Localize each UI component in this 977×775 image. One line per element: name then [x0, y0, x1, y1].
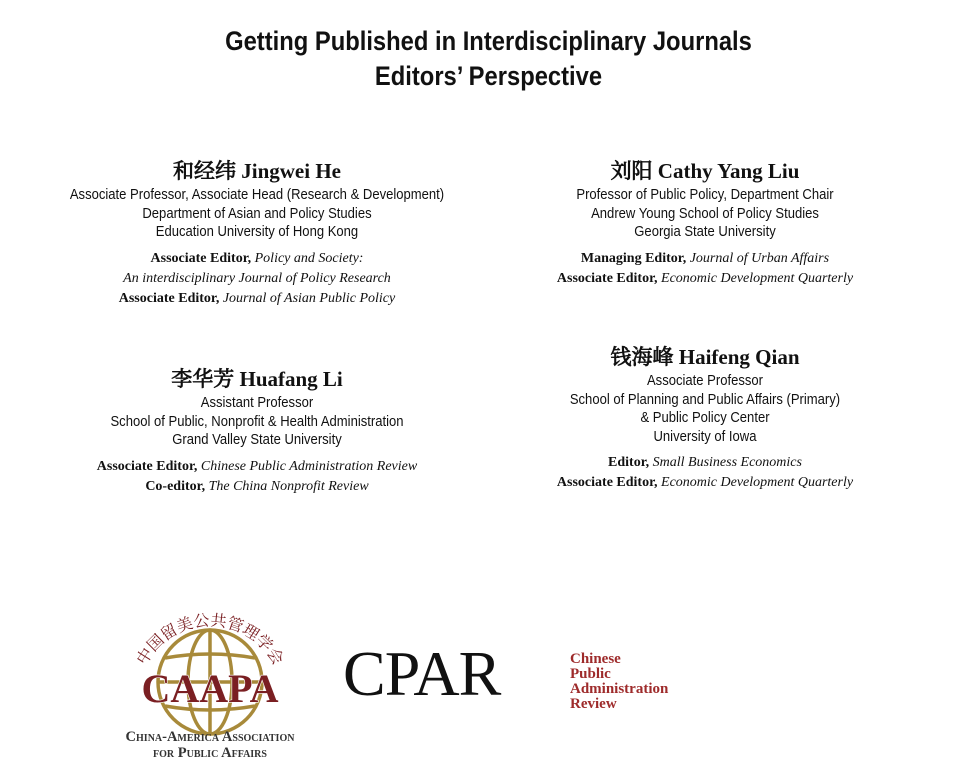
page-title	[0, 24, 977, 94]
role-title: Managing Editor,	[580, 250, 687, 266]
role-title: Associate Editor,	[556, 270, 658, 286]
affiliation-line: Grand Valley State University	[172, 432, 342, 448]
editor-affiliation	[22, 186, 492, 242]
journal-name: Journal of Asian Public Policy	[222, 290, 396, 306]
editor-card-haifeng-qian	[470, 344, 940, 493]
affiliation-line: Andrew Young School of Policy Studies	[591, 205, 819, 222]
caapa-logo-graphic	[85, 596, 335, 768]
affiliation-line: School of Public, Nonprofit & Health Administration	[110, 413, 404, 430]
cpar-logo	[343, 640, 723, 720]
affiliation-line: Associate Professor	[646, 373, 764, 389]
caapa-logo	[85, 596, 335, 768]
role-title: Associate Editor,	[118, 290, 220, 306]
caapa-name-line-2: for Public Affairs	[153, 745, 267, 761]
role-title: Editor,	[608, 455, 650, 470]
editor-affiliation	[470, 186, 940, 242]
editor-card-huafang-li	[22, 366, 492, 497]
title-line-1: Getting Published in Interdisciplinary Journals	[225, 26, 752, 56]
cpar-name-line: Review	[570, 696, 617, 712]
editor-name: 和经纬 Jingwei He	[173, 159, 341, 183]
role-title: Associate Editor,	[556, 475, 658, 490]
journal-name: Economic Development Quarterly	[661, 270, 854, 286]
editor-roles	[470, 249, 940, 289]
affiliation-line: School of Planning and Public Affairs (Primary)	[569, 391, 841, 408]
journal-name: The China Nonprofit Review	[208, 478, 369, 494]
caapa-acronym: CAAPA	[141, 666, 279, 711]
title-line-2: Editors’ Perspective	[374, 61, 603, 91]
journal-name: Journal of Urban Affairs	[689, 250, 830, 266]
cpar-full-name	[570, 652, 668, 712]
affiliation-line: Department of Asian and Policy Studies	[142, 205, 372, 222]
cpar-name-line: Public	[570, 666, 611, 682]
caapa-name-line-1: China-America Association	[125, 729, 295, 745]
editor-affiliation	[22, 394, 492, 450]
journal-name: An interdisciplinary Journal of Policy Research	[123, 270, 391, 286]
editor-roles	[470, 453, 940, 493]
journal-name: Economic Development Quarterly	[661, 475, 854, 490]
journal-name: Chinese Public Administration Review	[200, 458, 418, 474]
journal-name: Policy and Society:	[254, 250, 364, 266]
editor-affiliation	[470, 372, 940, 446]
affiliation-line: Education University of Hong Kong	[155, 224, 359, 240]
affiliation-line: Georgia State University	[634, 224, 776, 240]
editor-name: 钱海峰 Haifeng Qian	[610, 345, 800, 369]
affiliation-line: University of Iowa	[653, 428, 757, 445]
editor-roles	[22, 457, 492, 497]
editor-card-jingwei-he	[22, 158, 492, 309]
cpar-acronym: CPAR	[343, 638, 501, 709]
affiliation-line: Assistant Professor	[200, 395, 314, 411]
role-title: Associate Editor,	[150, 250, 252, 266]
cpar-name-line: Administration	[570, 681, 669, 697]
journal-name: Small Business Economics	[652, 455, 802, 470]
affiliation-line: Associate Professor, Associate Head (Research & Development)	[69, 187, 445, 203]
editor-name: 刘阳 Cathy Yang Liu	[610, 159, 800, 183]
editor-roles	[22, 249, 492, 309]
role-title: Associate Editor,	[96, 458, 198, 474]
affiliation-line: & Public Policy Center	[640, 410, 770, 426]
editor-card-cathy-yang-liu	[470, 158, 940, 289]
editor-name: 李华芳 Huafang Li	[171, 367, 343, 391]
role-title: Co-editor,	[145, 478, 206, 494]
cpar-name-line: Chinese	[570, 651, 621, 667]
caapa-chinese-name: 中国留美公共管理学会	[132, 610, 288, 668]
affiliation-line: Professor of Public Policy, Department Chair	[576, 187, 834, 203]
